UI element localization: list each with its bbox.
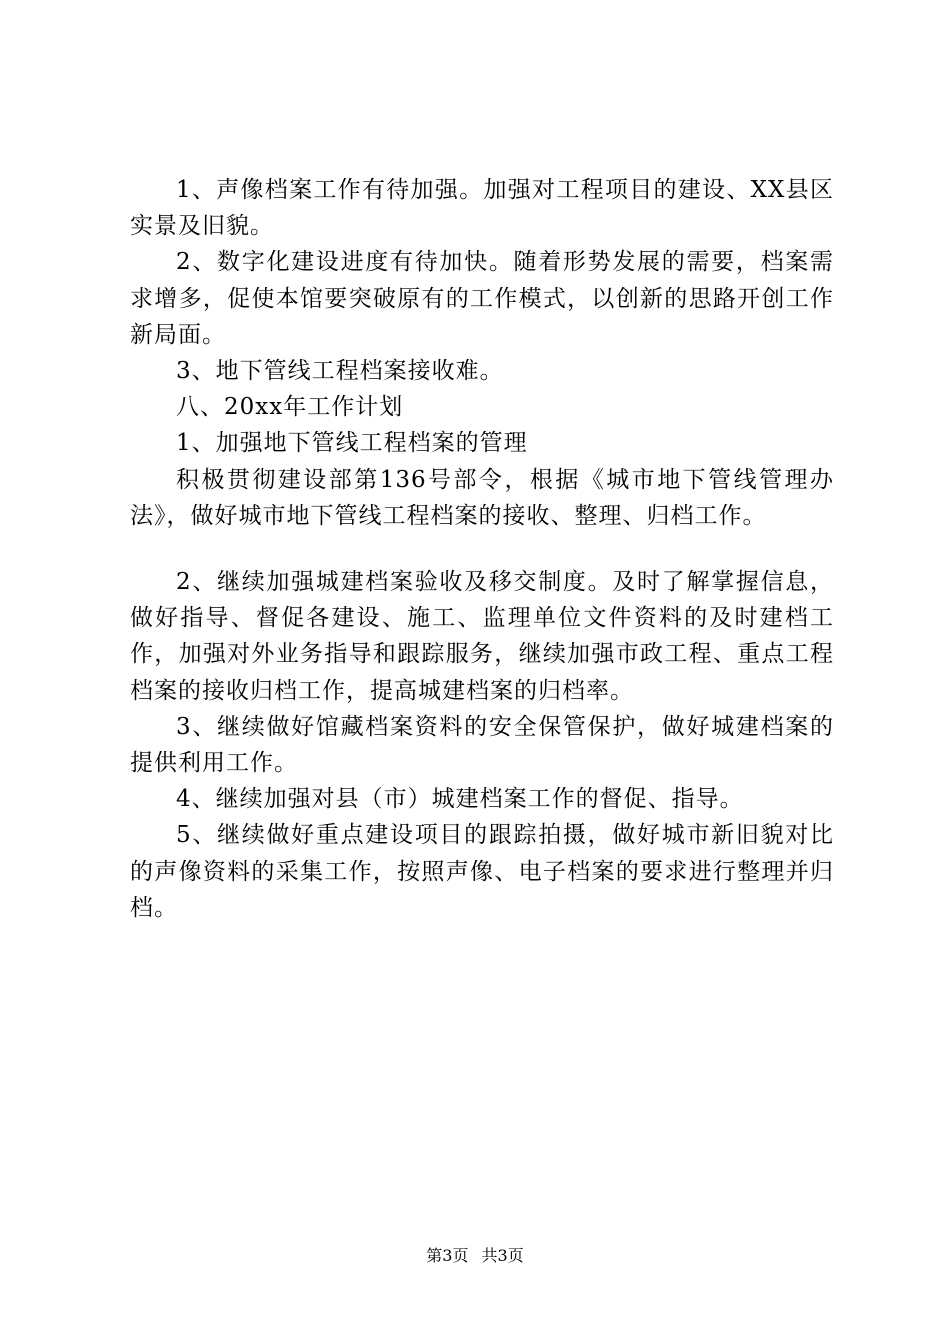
paragraph-plan-4: 4、继续加强对县（市）城建档案工作的督促、指导。 bbox=[176, 786, 744, 813]
page-footer bbox=[0, 1243, 950, 1266]
paragraph-3: 3、地下管线工程档案接收难。 bbox=[176, 358, 504, 385]
paragraph-plan-2: 2、继续加强城建档案验收及移交制度。及时了解掌握信息，做好指导、督促各建设、施工、监理单位文件资料的及时建档工作，加强对外业务指导和跟踪服务，继续加强市政工程、重点工程档案的接收归档工作，提高城建档案的归档率。 bbox=[130, 569, 834, 704]
page-number-current: 第3页 bbox=[426, 1246, 469, 1265]
page-number-total: 共3页 bbox=[481, 1246, 524, 1265]
paragraph-gap bbox=[130, 534, 834, 564]
document-body bbox=[130, 172, 834, 926]
paragraph-pipeline-body: 积极贯彻建设部第136号部令，根据《城市地下管线管理办法》，做好城市地下管线工程档案的接收、整理、归档工作。 bbox=[130, 466, 834, 529]
paragraph-plan-5: 5、继续做好重点建设项目的跟踪拍摄，做好城市新旧貌对比的声像资料的采集工作，按照声像、电子档案的要求进行整理并归档。 bbox=[130, 822, 834, 921]
paragraph-1: 1、声像档案工作有待加强。加强对工程项目的建设、XX县区实景及旧貌。 bbox=[130, 177, 834, 240]
paragraph-2: 2、数字化建设进度有待加快。随着形势发展的需要，档案需求增多，促使本馆要突破原有的工作模式，以创新的思路开创工作新局面。 bbox=[130, 249, 834, 348]
section-heading-plan: 八、20xx年工作计划 bbox=[176, 394, 404, 421]
paragraph-plan-3: 3、继续做好馆藏档案资料的安全保管保护，做好城建档案的提供利用工作。 bbox=[130, 713, 834, 777]
subheading-pipeline: 1、加强地下管线工程档案的管理 bbox=[176, 430, 528, 457]
